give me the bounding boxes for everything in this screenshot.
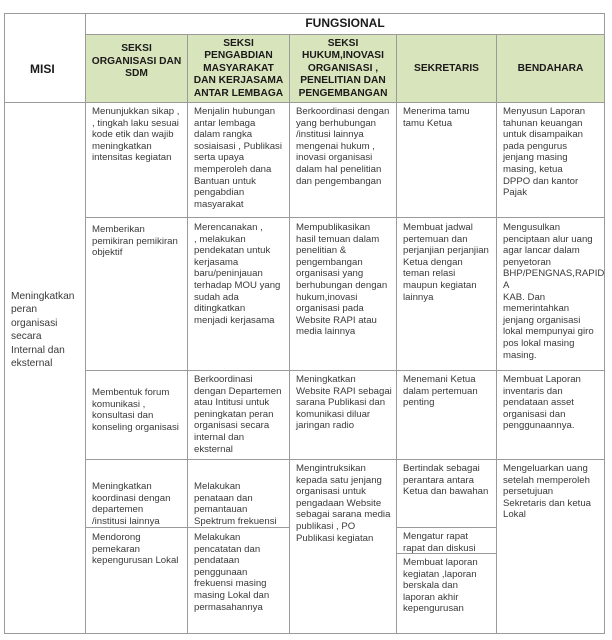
table-cell: Melakukan penataan dan pemantauan Spektrum frekuensi: [194, 481, 277, 527]
table-cell: Merencanakan , , melakukan pendekatan untuk kerjasama baru/peninjauan terhadap MOU yang sudah ada ditingkatkan menjadi kerjasama: [194, 222, 281, 326]
table-cell: Meningkatkan Website RAPI sebagai sarana Publikasi dan komunikasi diluar jaringan radio: [296, 374, 392, 432]
misi-text: Meningkatkan peran organisasi secara Internal dan eksternal: [11, 291, 75, 370]
table-cell: Melakukan pencatatan dan pendataan penggunaan frekuensi masing masing Lokal dan permasahannya: [194, 532, 270, 613]
table-cell: Mengatur rapat rapat dan diskusi: [403, 531, 476, 554]
grid-line: [396, 527, 496, 528]
table-cell: Bertindak sebagai perantara antara Ketua dan bawahan: [403, 463, 489, 498]
table-cell: Menemani Ketua dalam pertemuan penting: [403, 374, 478, 409]
grid-line: [85, 459, 605, 460]
grid-line: [85, 13, 86, 634]
grid-line: [496, 35, 497, 634]
grid-line: [396, 35, 397, 634]
column-header-sekretaris: SEKRETARIS: [414, 62, 479, 74]
column-header-hukum-inovasi: SEKSI HUKUM,INOVASI ORGANISASI , PENELITIAN DAN PENGEMBANGAN: [298, 37, 388, 99]
table-cell: Mengintruksikan kepada satu jenjang organisasi untuk pengadaan Website sebagai sarana media publikasi , PO Publikasi kegiatan: [296, 463, 391, 544]
column-header-organisasi-sdm: SEKSI ORGANISASI DAN SDM: [91, 43, 182, 80]
table-cell: Mendorong pemekaran kepengurusan Lokal: [92, 532, 179, 567]
table-cell: Mengeluarkan uang setelah memperoleh persetujuan Sekretaris dan ketua Lokal: [503, 463, 591, 521]
column-header-pengabdian: SEKSI PENGABDIAN MASYARAKAT DAN KERJASAMA ANTAR LEMBAGA: [193, 37, 284, 99]
grid-line: [85, 370, 605, 371]
column-header-bendahara: BENDAHARA: [517, 62, 584, 74]
grid-line: [289, 35, 290, 634]
table-cell: Menyusun Laporan tahunan keuangan untuk disampaikan pada pengurus jenjang masing masing, ketua DPPO dan kantor Pajak: [503, 106, 586, 199]
table-cell: Mempublikasikan hasil temuan dalam penelitian & pengembangan organisasi yang berhubungan dengan hukum,inovasi organisasi pada Website RAPI atau media lainnya: [296, 222, 388, 338]
grid-line: [4, 102, 605, 103]
misi-title: MISI: [30, 62, 55, 76]
table-cell: Membuat laporan kegiatan ,laporan berskala dan laporan akhir kepengurusan: [403, 557, 478, 615]
table-cell: Menjalin hubungan antar lembaga dalam rangka sosiaisasi , Publikasi serta upaya memperoleh dana Bantuan untuk pengabdian masyarakat: [194, 106, 282, 210]
fungsional-title: FUNGSIONAL: [305, 16, 385, 30]
table-cell: Meningkatkan koordinasi dengan departemen /institusi lainnya: [92, 481, 171, 527]
grid-line: [85, 34, 605, 35]
table-cell: Berkoordinasi dengan yang berhubungan /institusi lainnya mengenai hukum , inovasi organisasi dalam hal penelitian dan pengembangan: [296, 106, 390, 187]
table-cell: Menerima tamu tamu Ketua: [403, 106, 470, 129]
table-cell: Membuat Laporan inventaris dan pendataan asset organisasi dan penggunaannya.: [503, 374, 581, 432]
table-cell: Mengusulkan penciptaan alur uang agar lancar dalam penyetoran BHP/PENGNAS,RAPID A KAB. Dan memerintahkan jenjang organisasi lokal mempunyai giro pos lokal masing masing.: [503, 222, 605, 361]
table-cell: Membentuk forum komunikasi , konsultasi dan konseling organisasi: [92, 387, 179, 433]
table-cell: Membuat jadwal pertemuan dan perjanjian perjanjian Ketua dengan teman relasi maupun kegiatan lainnya: [403, 222, 489, 303]
table-cell: Memberikan pemikiran pemikiran objektif: [92, 224, 178, 259]
grid-line: [85, 217, 605, 218]
grid-line: [187, 35, 188, 634]
table-cell: Menunjukkan sikap , , tingkah laku sesuai kode etik dan wajib meningkatkan intensitas kegiatan: [92, 106, 180, 164]
table-cell: Berkoordinasi dengan Departemen atau Intitusi untuk peningkatan peran organisasi secara internal dan eksternal: [194, 374, 282, 455]
